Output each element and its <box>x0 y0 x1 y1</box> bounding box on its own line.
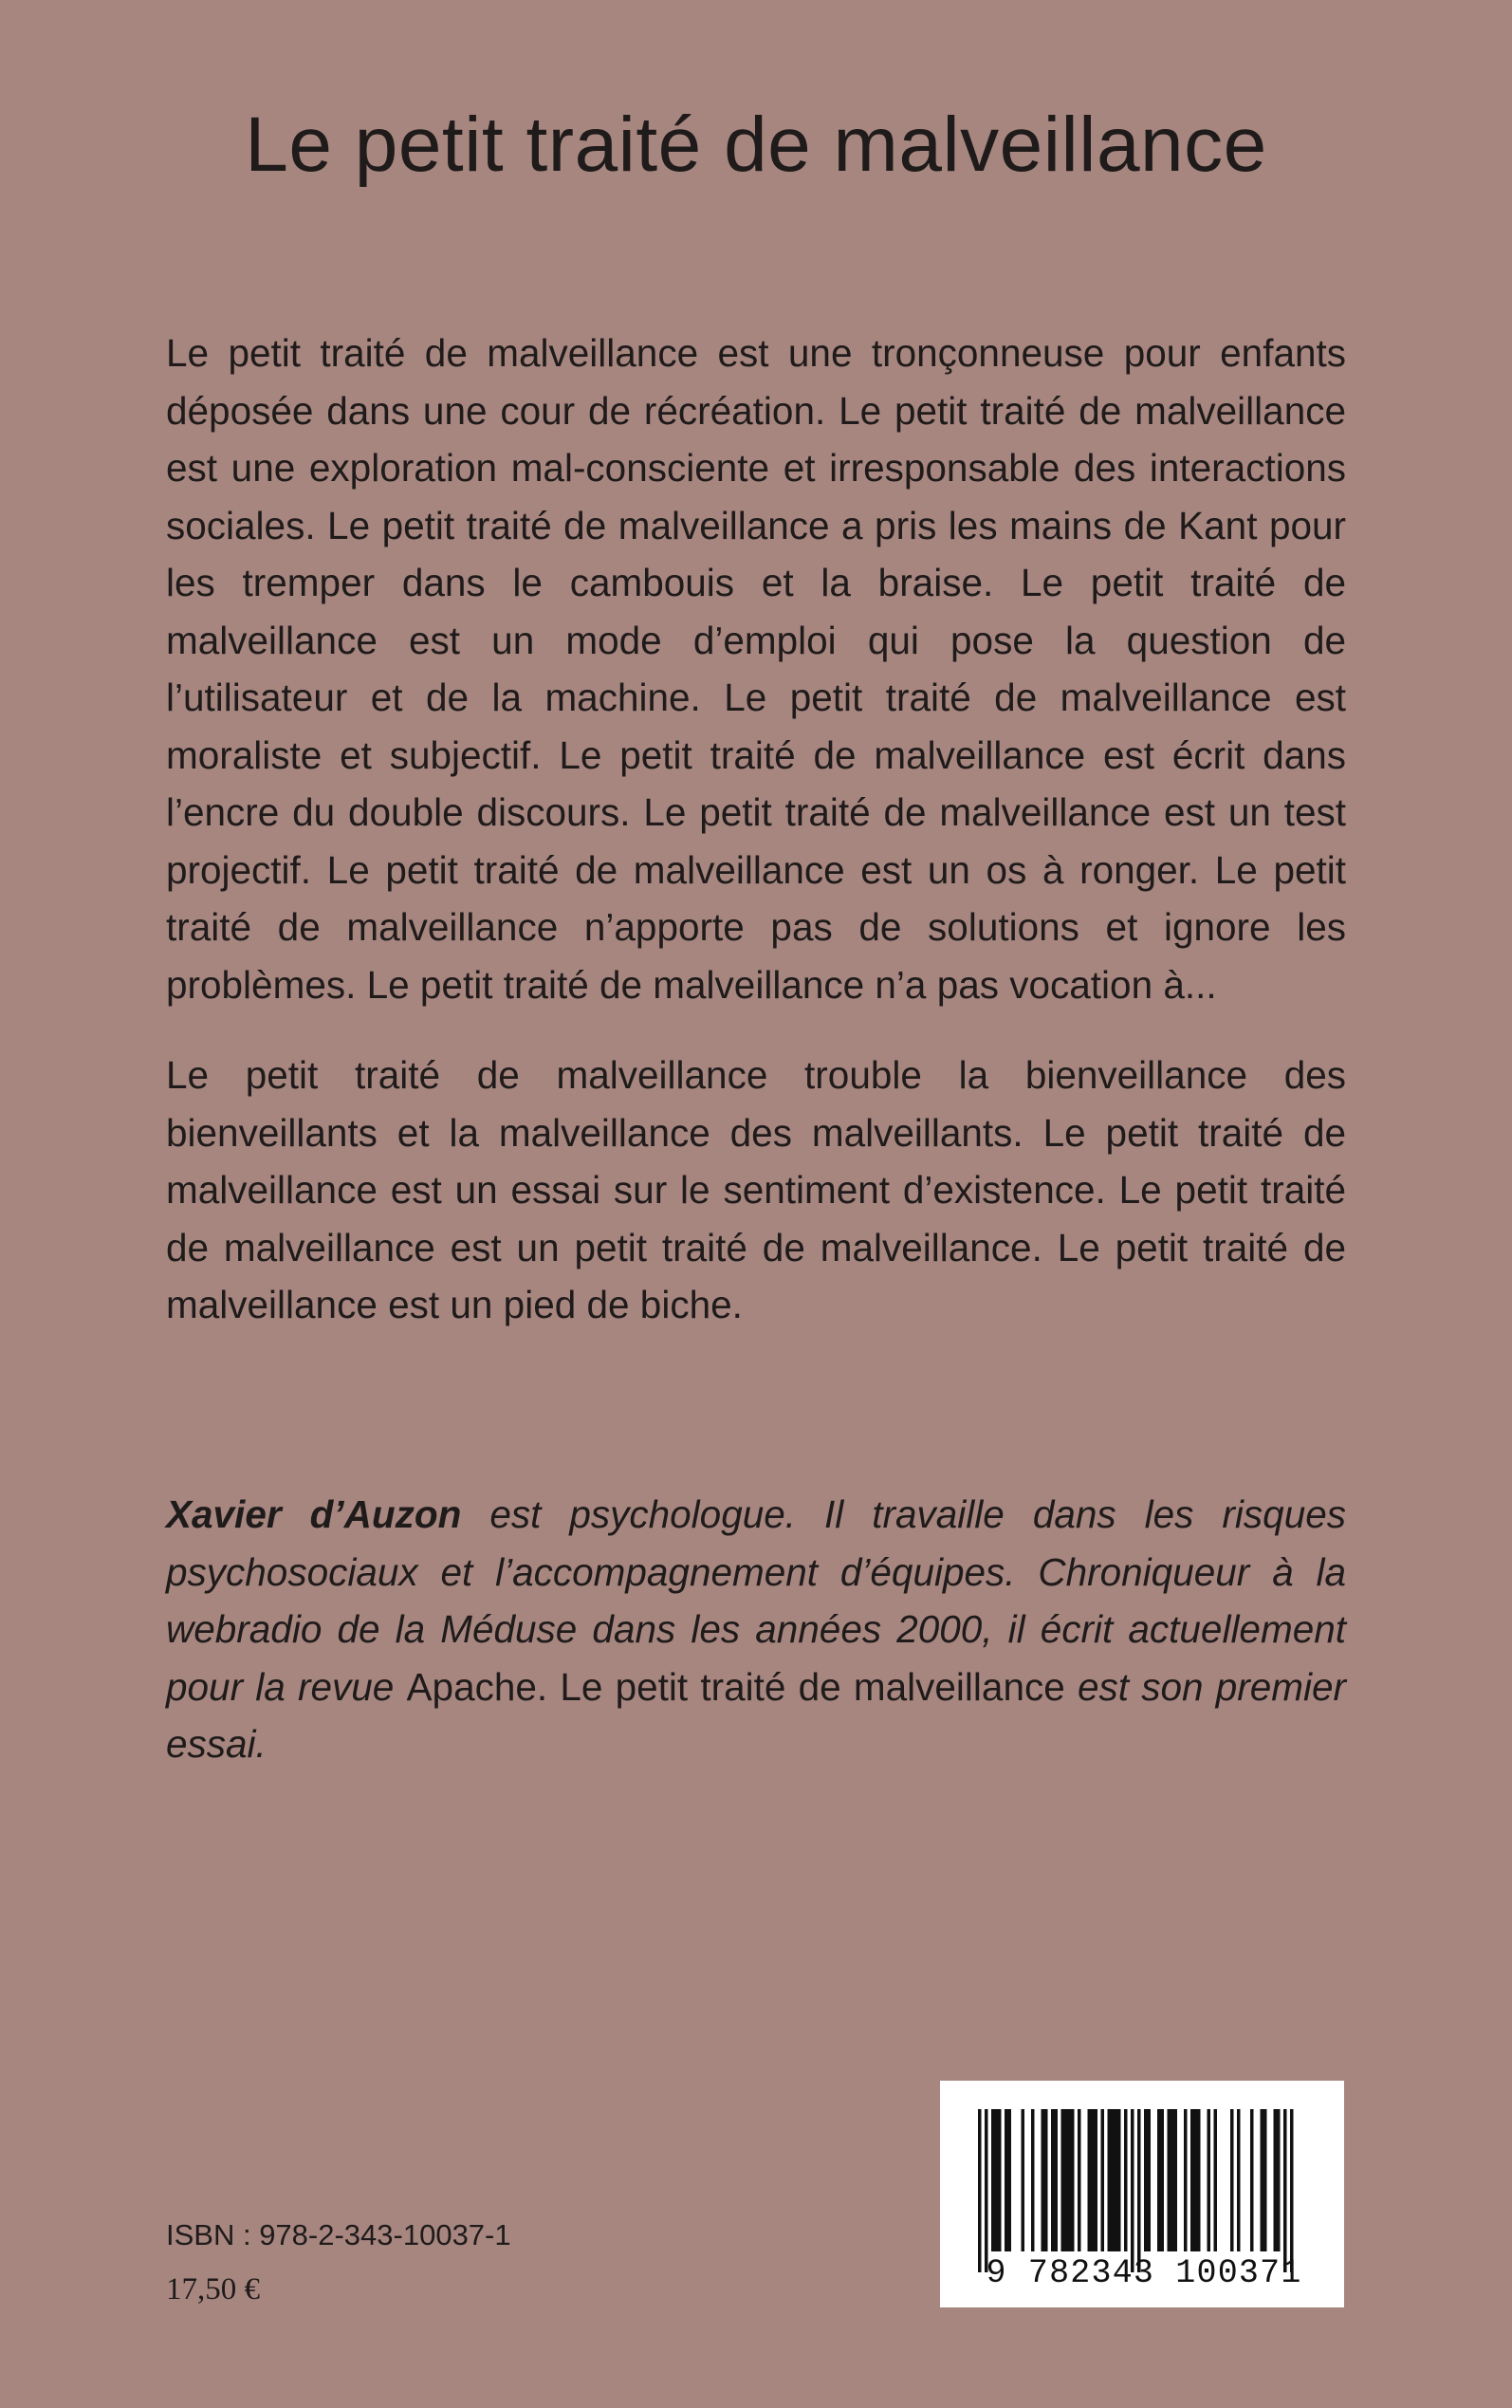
barcode-bar <box>998 2109 1002 2251</box>
barcode-bar <box>1197 2109 1201 2251</box>
barcode-digits: 9 782343 100371 <box>986 2254 1302 2292</box>
author-bio-closing: est son premier essai. <box>166 1664 1346 1766</box>
blurb-paragraph-1: Le petit traité de malveillance est une tronçonneuse pour enfants déposée dans une cour de récréation. Le petit traité de malveillance est une exploration mal-consciente et irresponsable des interactions sociales. Le petit traité de malveillance a pris les mains de Kant pour les tremper dans le cambouis et la braise. Le petit traité de malveillance est un mode d’emploi qui pose la question de l’utilisateur et de la machine. Le petit traité de malveillance est moraliste et subjectif. Le petit traité de malveillance est écrit dans l’encre du double discours. Le petit traité de malveillance est un test projectif. Le petit traité de malveillance est un os à ronger. Le petit traité de malveillance n’apporte pas de solutions et ignore les problèmes. Le petit traité de malveillance n’a pas vocation à... <box>166 331 1346 1007</box>
journal-name: Apache <box>406 1664 537 1709</box>
barcode-bar <box>1171 2109 1174 2251</box>
price-label: 17,50 € <box>166 2272 260 2306</box>
barcode-bar <box>1174 2109 1178 2251</box>
isbn-label: ISBN : 978-2-343-10037-1 <box>166 2218 511 2251</box>
barcode-bar <box>1277 2109 1281 2251</box>
barcode-bar <box>1124 2109 1128 2251</box>
barcode-bar <box>1055 2109 1059 2251</box>
barcode-bar <box>1044 2109 1048 2251</box>
barcode-bar <box>1230 2109 1234 2251</box>
barcode-bar <box>1005 2109 1008 2251</box>
barcode-bar <box>1061 2109 1065 2251</box>
barcode-bar <box>1144 2109 1148 2251</box>
barcode-bar <box>1031 2109 1035 2251</box>
author-bio-separator: . <box>536 1664 561 1709</box>
barcode-bar <box>1117 2109 1121 2251</box>
barcode-bar <box>1148 2109 1152 2251</box>
author-bio-text: est psychologue. Il travaille dans les risques psychosociaux et l’accompagnement d’équipes. Chroniqueur à la webradio de la Méduse dans les années 2000, il écrit actuellement pour la revue <box>166 1492 1346 1709</box>
barcode-bar <box>1111 2109 1115 2251</box>
barcode-bar <box>1068 2109 1072 2251</box>
barcode-bar <box>1274 2109 1278 2251</box>
author-bio-book-title: Le petit traité de malveillance <box>560 1664 1065 1709</box>
author-name: Xavier d’Auzon <box>166 1492 462 1536</box>
barcode-bar <box>1064 2109 1068 2251</box>
barcode-bar <box>1115 2109 1118 2251</box>
barcode-bar <box>1168 2109 1171 2251</box>
book-title: Le petit traité de malveillance <box>245 102 1267 188</box>
barcode-bar <box>1095 2109 1098 2251</box>
barcode-bar <box>1161 2109 1165 2251</box>
barcode-bar <box>1042 2109 1045 2251</box>
barcode-bar <box>1091 2109 1095 2251</box>
barcode-bar <box>1250 2109 1254 2251</box>
barcode-bar <box>1261 2109 1264 2251</box>
barcode-bar <box>1184 2109 1188 2251</box>
barcode-bar <box>1137 2109 1141 2272</box>
barcode-bar <box>1088 2109 1092 2251</box>
barcode-bar <box>1022 2109 1025 2251</box>
barcode-bar <box>1078 2109 1081 2251</box>
barcode-bar <box>1101 2109 1105 2251</box>
barcode-bar <box>1008 2109 1012 2251</box>
barcode-bar <box>1108 2109 1112 2251</box>
barcode-bar <box>1237 2109 1241 2251</box>
barcode-bar <box>1214 2109 1218 2251</box>
barcode-bar <box>1131 2109 1134 2272</box>
barcode <box>940 2081 1344 2307</box>
barcode-bar <box>1071 2109 1075 2251</box>
barcode-bar <box>1157 2109 1161 2251</box>
barcode-bar <box>1190 2109 1194 2251</box>
barcode-bar <box>1051 2109 1055 2251</box>
barcode-bar <box>1283 2109 1287 2272</box>
blurb-paragraph-2: Le petit traité de malveillance trouble la bienveillance des bienveillants et la malveillance des malveillants. Le petit traité de malveillance est un essai sur le sentiment d’existence. Le petit traité de malveillance est un petit traité de malveillance. Le petit traité de malveillance est un pied de biche. <box>166 1053 1346 1326</box>
barcode-bar <box>1290 2109 1294 2272</box>
barcode-bar <box>991 2109 995 2251</box>
barcode-bar <box>995 2109 999 2251</box>
barcode-bar <box>1208 2109 1211 2251</box>
author-bio <box>166 1486 1346 1773</box>
barcode-bar <box>1194 2109 1198 2251</box>
barcode-bar <box>985 2109 988 2272</box>
barcode-bar <box>1263 2109 1267 2251</box>
barcode-bar <box>978 2109 982 2272</box>
